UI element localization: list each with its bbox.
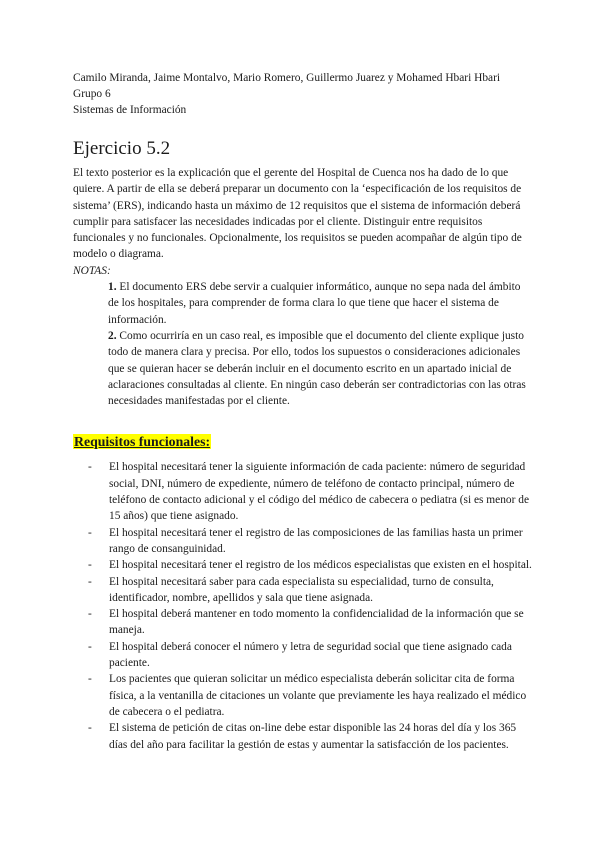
list-item [73, 720, 533, 753]
list-item [73, 557, 533, 573]
bullet-dash: - [88, 722, 92, 735]
requirements-list [73, 459, 533, 752]
requirement-text: Los pacientes que quieran solicitar un médico especialista deberán solicitar cita de forma física, a la ventanilla de citaciones un volante que previamente les haya realizado el médico de cabecera o el pediatra. [109, 673, 527, 718]
bullet-dash: - [88, 640, 92, 653]
requirement-text: El hospital necesitará tener el registro de las composiciones de las familias hasta un primer rango de consanguinidad. [109, 526, 523, 555]
bullet-dash: - [88, 526, 92, 539]
requirements-heading-wrap [73, 433, 533, 451]
requirement-text: El sistema de petición de citas on-line debe estar disponible las 24 horas del día y los 365 días del año para facilitar la gestión de estas y aumentar la satisfacción de los pacientes. [109, 722, 517, 751]
intro-paragraph: El texto posterior es la explicación que el gerente del Hospital de Cuenca nos ha dado de lo que quiere. A partir de ella se deberá preparar un documento con la ‘especificación de los requisitos de sistema’ (ERS), indicando hasta un máximo de 12 requisitos que el sistema de información deberá cumplir para satisfacer las necesidades indicadas por el cliente. Distinguir entre requisitos funcionales y no funcionales. Opcionalmente, los requisitos se pueden acompañar de algún tipo de modelo o diagrama. [73, 167, 522, 261]
requirement-text: El hospital necesitará tener el registro de los médicos especialistas que existen en el hospital. [109, 559, 532, 572]
list-item [73, 606, 533, 639]
note-text: El documento ERS debe servir a cualquier informático, aunque no sepa nada del ámbito de los hospitales, para comprender de forma clara lo que tiene que hacer el sistema de información. [108, 281, 521, 326]
notes-label: NOTAS: [73, 264, 111, 277]
group-line: Grupo 6 [73, 88, 111, 100]
bullet-dash: - [88, 461, 92, 474]
bullet-dash: - [88, 673, 92, 686]
list-item [73, 459, 533, 524]
requirements-heading: Requisitos funcionales: [74, 434, 211, 450]
document-page [73, 70, 533, 753]
bullet-dash: - [88, 608, 92, 621]
list-item [73, 525, 533, 558]
requirement-text: El hospital necesitará tener la siguiente información de cada paciente: número de seguridad social, DNI, número de expediente, número de teléfono de contacto principal, número de teléfono de contacto adicional y el código del médico de cabecera o pediatra (si es menor de 15 años) que tiene asignado. [109, 461, 530, 523]
note-text: Como ocurriría en un caso real, es imposible que el documento del cliente explique justo todo de manera clara y precisa. Por ello, todos los supuestos o consideraciones adicionales que se quieran hacer se deberán incluir en el documento escrito en un apartado inicial de aclaraciones consultadas al cliente. En ningún caso deberán ser contradictorias con las otras necesidades manifestadas por el cliente. [108, 329, 526, 408]
requirement-text: El hospital necesitará saber para cada especialista su especialidad, turno de consulta, identificador, nombre, apellidos y sala que tiene asignada. [109, 575, 494, 604]
requirement-text: El hospital deberá conocer el número y letra de seguridad social que tiene asignado cada paciente. [109, 640, 512, 670]
note-number: 2. [108, 329, 117, 342]
note-item [108, 328, 533, 409]
bullet-dash: - [88, 559, 92, 572]
list-item [73, 671, 533, 720]
bullet-dash: - [88, 575, 92, 588]
note-number: 1. [108, 281, 117, 294]
exercise-title: Ejercicio 5.2 [73, 138, 171, 159]
subject-line: Sistemas de Información [73, 104, 187, 116]
list-item [73, 574, 533, 607]
requirement-text: El hospital deberá mantener en todo momento la confidencialidad de la información que se maneja. [109, 608, 524, 637]
authors-line: Camilo Miranda, Jaime Montalvo, Mario Romero, Guillermo Juarez y Mohamed Hbari Hbari [73, 72, 501, 84]
note-item [108, 279, 533, 328]
list-item [73, 639, 533, 672]
